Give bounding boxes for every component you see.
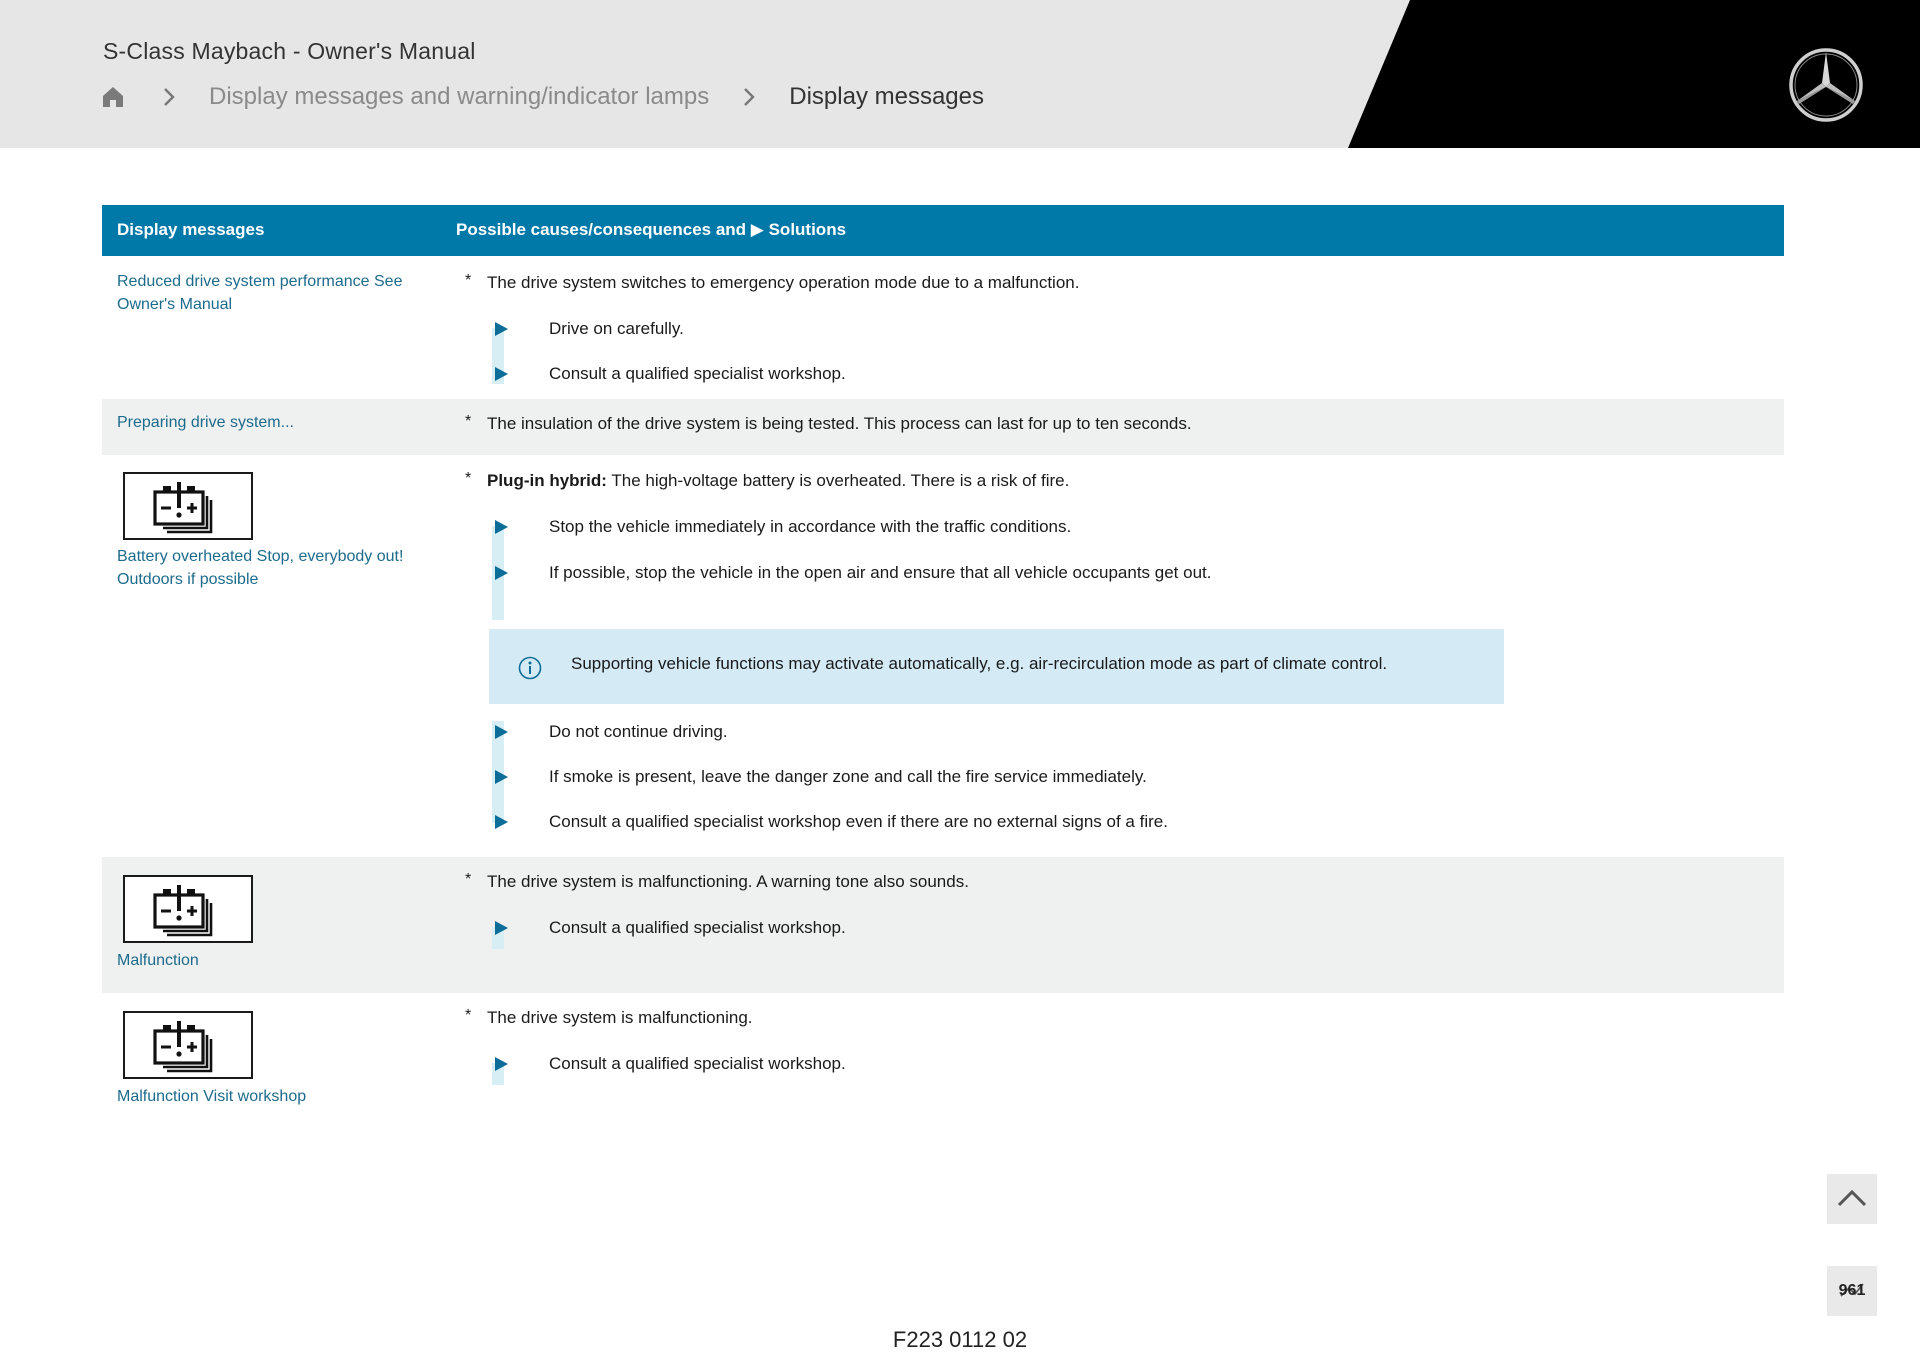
battery-warning-icon — [123, 875, 253, 943]
play-arrow-icon — [495, 367, 508, 381]
table-row — [102, 993, 1784, 1129]
message-link[interactable]: Battery overheated Stop, everybody out! Outdoors if possible — [117, 548, 404, 588]
table-row — [102, 399, 1784, 455]
cause-item: * Plug-in hybrid: The high-voltage battery is overheated. There is a risk of fire. — [465, 470, 1070, 490]
document-code: F223 0112 02 — [892, 1327, 1028, 1352]
battery-warning-icon — [123, 1011, 253, 1079]
message-link[interactable]: Malfunction Visit workshop — [117, 1088, 307, 1105]
info-note: Supporting vehicle functions may activate automatically, e.g. air-recirculation mode as part of climate control. — [489, 629, 1504, 704]
message-link[interactable]: Malfunction — [117, 952, 199, 969]
breadcrumb-link-parent[interactable]: Display messages and warning/indicator lamps — [209, 83, 710, 110]
play-arrow-icon — [495, 520, 508, 534]
column-header-causes: Possible causes/consequences and ▶ Solutions — [456, 220, 847, 239]
column-header-messages: Display messages — [117, 220, 265, 239]
solution-step: If possible, stop the vehicle in the open air and ensure that all vehicle occupants get out. — [465, 562, 1784, 584]
solution-step: Consult a qualified specialist workshop. — [465, 1053, 1784, 1075]
solution-step: Consult a qualified specialist workshop. — [465, 363, 1784, 385]
page-number-button[interactable] — [1827, 1266, 1877, 1316]
table-row — [102, 857, 1784, 993]
page-number: 961 — [1838, 1282, 1866, 1299]
cause-item: * The insulation of the drive system is being tested. This process can last for up to ten seconds. — [465, 413, 1192, 433]
play-arrow-icon — [495, 815, 508, 829]
breadcrumb-current: Display messages — [789, 83, 984, 110]
battery-warning-icon — [123, 472, 253, 540]
table-header — [102, 205, 1784, 256]
play-arrow-icon — [495, 322, 508, 336]
breadcrumb — [101, 80, 984, 114]
info-icon — [518, 656, 542, 680]
document-title: S-Class Maybach - Owner's Manual — [103, 38, 476, 64]
message-link[interactable]: Preparing drive system... — [117, 414, 294, 431]
play-arrow-icon — [495, 921, 508, 935]
chevron-right-icon — [159, 85, 179, 109]
display-messages-table — [102, 205, 1784, 1129]
play-arrow-icon — [495, 1057, 508, 1071]
cause-item: * The drive system switches to emergency operation mode due to a malfunction. — [465, 272, 1080, 292]
solution-step: Stop the vehicle immediately in accordance with the traffic conditions. — [465, 516, 1784, 538]
solution-step: Consult a qualified specialist workshop. — [465, 917, 1784, 939]
solution-step: Drive on carefully. — [465, 318, 1784, 340]
home-icon[interactable] — [101, 85, 125, 109]
solution-step: Consult a qualified specialist workshop even if there are no external signs of a fire. — [465, 811, 1784, 833]
chevron-up-icon — [1827, 1174, 1877, 1224]
table-row — [102, 455, 1784, 857]
solution-step: If smoke is present, leave the danger zone and call the fire service immediately. — [465, 766, 1784, 788]
cause-item: * The drive system is malfunctioning. — [465, 1007, 753, 1027]
solution-step: Do not continue driving. — [465, 721, 1784, 743]
table-row — [102, 256, 1784, 399]
play-arrow-icon — [495, 725, 508, 739]
message-link[interactable]: Reduced drive system performance See Owner's Manual — [117, 273, 403, 313]
play-arrow-icon — [495, 566, 508, 580]
scroll-to-top-button[interactable] — [1827, 1174, 1877, 1224]
chevron-right-icon — [739, 85, 759, 109]
page-header — [0, 0, 1920, 148]
cause-item: * The drive system is malfunctioning. A warning tone also sounds. — [465, 871, 969, 891]
three-pointed-star-icon[interactable] — [1787, 46, 1865, 124]
play-arrow-icon — [495, 770, 508, 784]
